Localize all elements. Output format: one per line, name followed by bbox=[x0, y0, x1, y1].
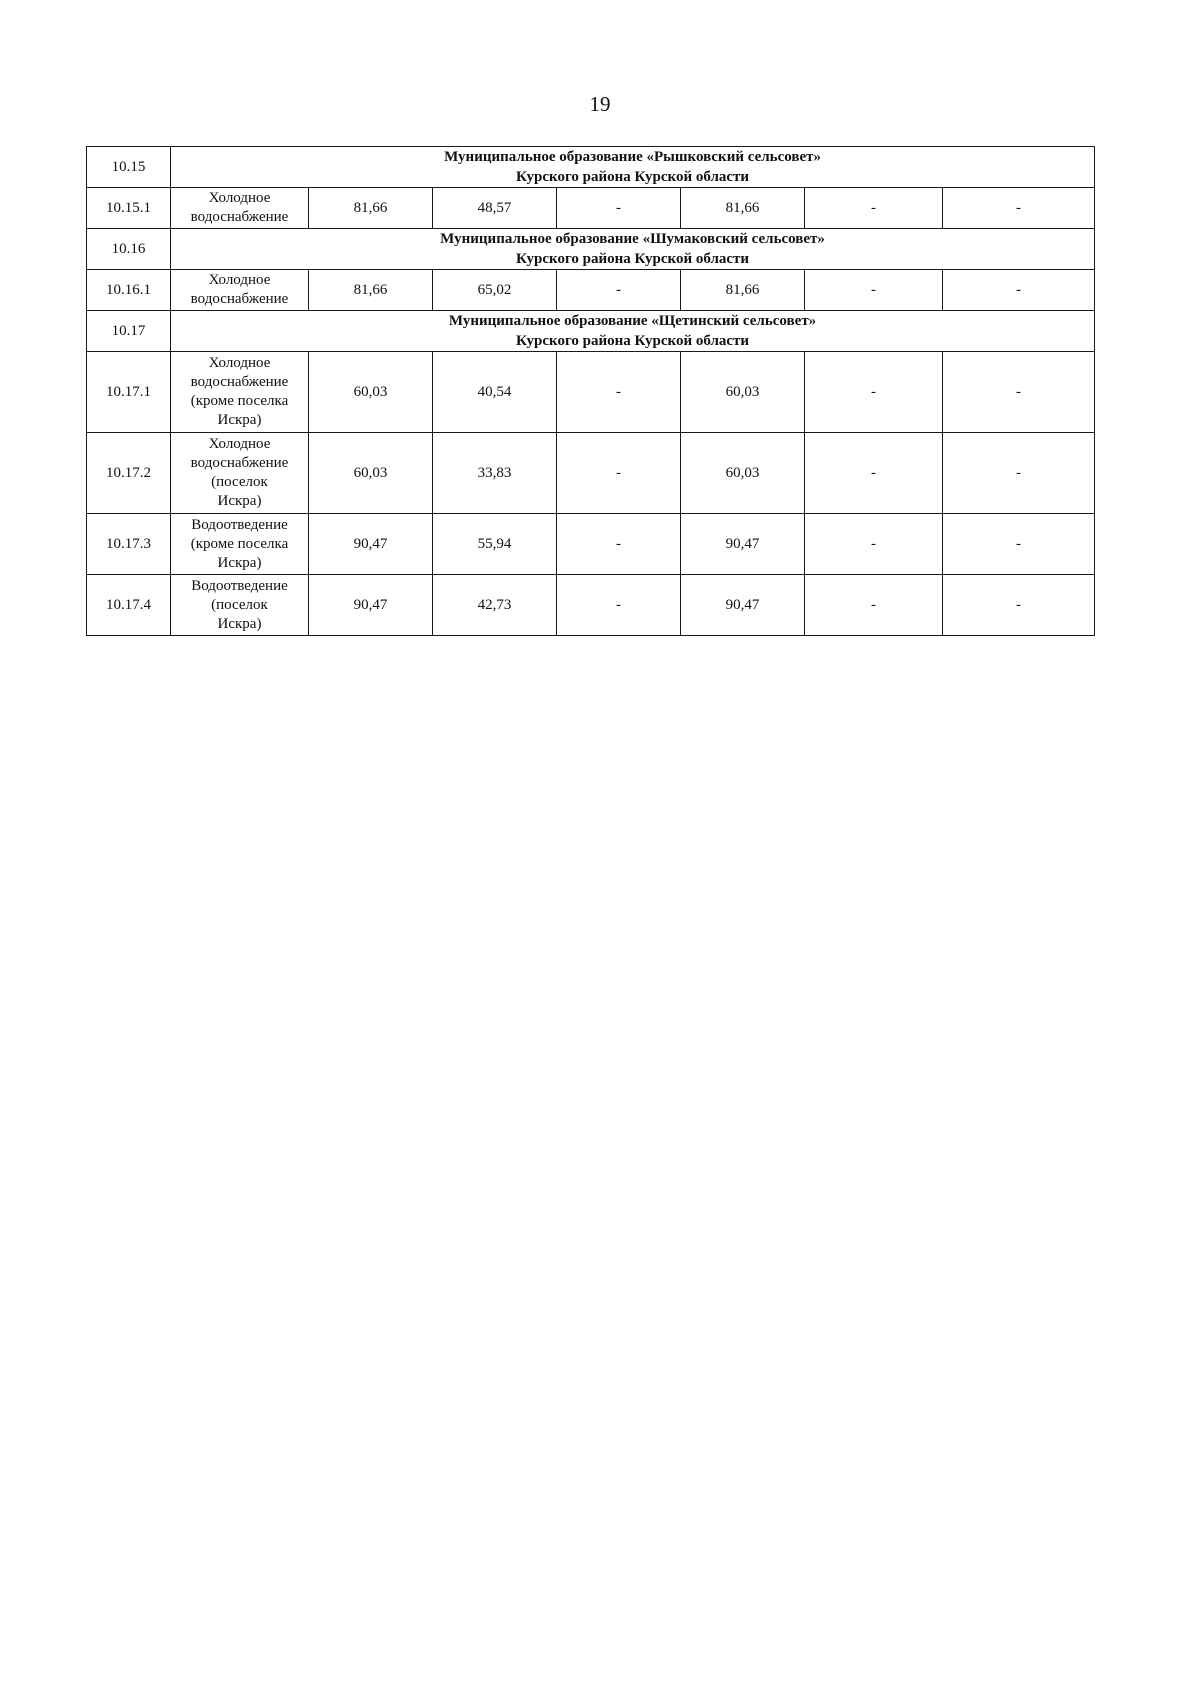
value-cell: - bbox=[943, 514, 1095, 575]
value-cell: 33,83 bbox=[433, 433, 557, 514]
value-cell: - bbox=[943, 188, 1095, 229]
section-header-row bbox=[87, 311, 1095, 352]
value-cell: - bbox=[805, 433, 943, 514]
service-line: водоснабжение bbox=[190, 374, 289, 390]
service-line: Искра) bbox=[217, 615, 262, 632]
service-line: водоснабжение bbox=[190, 455, 289, 471]
value-cell: - bbox=[805, 352, 943, 433]
service-line: Искра) bbox=[217, 493, 262, 509]
value-cell: - bbox=[943, 575, 1095, 636]
value-cell: 81,66 bbox=[309, 188, 433, 229]
value-cell: 42,73 bbox=[433, 575, 557, 636]
service-line: водоснабжение bbox=[190, 209, 289, 225]
municipality-title-line2: Курского района Курской области bbox=[516, 333, 750, 349]
page-number: 19 bbox=[589, 92, 611, 116]
service-name bbox=[171, 575, 309, 636]
table-row bbox=[87, 188, 1095, 229]
service-line: Искра) bbox=[217, 412, 262, 428]
municipality-title bbox=[171, 147, 1095, 188]
service-line: водоснабжение bbox=[190, 291, 289, 307]
row-code: 10.17.2 bbox=[87, 433, 171, 514]
service-name bbox=[171, 514, 309, 575]
value-cell: - bbox=[557, 514, 681, 575]
value-cell: 65,02 bbox=[433, 270, 557, 311]
section-code: 10.17 bbox=[87, 311, 171, 352]
service-name bbox=[171, 188, 309, 229]
service-line: (поселок bbox=[211, 474, 268, 490]
row-code: 10.15.1 bbox=[87, 188, 171, 229]
section-header-row bbox=[87, 229, 1095, 270]
value-cell: - bbox=[557, 270, 681, 311]
service-line: Водоотведение bbox=[191, 577, 288, 594]
service-line: Холодное bbox=[208, 272, 271, 288]
service-line: (поселок bbox=[211, 596, 268, 613]
service-name bbox=[171, 352, 309, 433]
value-cell: - bbox=[805, 270, 943, 311]
value-cell: 55,94 bbox=[433, 514, 557, 575]
service-line: (кроме поселка bbox=[190, 535, 289, 552]
service-name bbox=[171, 270, 309, 311]
municipality-title-line1: Муниципальное образование «Рышковский сельсовет» bbox=[444, 149, 821, 165]
value-cell: 90,47 bbox=[309, 575, 433, 636]
value-cell: - bbox=[805, 188, 943, 229]
municipality-title-line1: Муниципальное образование «Щетинский сельсовет» bbox=[448, 313, 817, 329]
value-cell: 40,54 bbox=[433, 352, 557, 433]
value-cell: - bbox=[557, 575, 681, 636]
service-line: Холодное bbox=[208, 190, 271, 206]
service-line: Холодное bbox=[208, 355, 271, 371]
value-cell: - bbox=[943, 433, 1095, 514]
table-row bbox=[87, 433, 1095, 514]
table-row bbox=[87, 352, 1095, 433]
value-cell: - bbox=[943, 352, 1095, 433]
section-header-row bbox=[87, 147, 1095, 188]
value-cell: 60,03 bbox=[309, 433, 433, 514]
municipality-title-line2: Курского района Курской области bbox=[516, 251, 750, 267]
value-cell: 81,66 bbox=[681, 188, 805, 229]
value-cell: - bbox=[805, 514, 943, 575]
table-row bbox=[87, 575, 1095, 636]
table-row bbox=[87, 270, 1095, 311]
value-cell: - bbox=[557, 188, 681, 229]
municipality-title-line2: Курского района Курской области bbox=[516, 169, 750, 185]
value-cell: 60,03 bbox=[681, 352, 805, 433]
row-code: 10.17.1 bbox=[87, 352, 171, 433]
value-cell: - bbox=[557, 433, 681, 514]
service-line: Искра) bbox=[217, 554, 262, 571]
value-cell: 81,66 bbox=[309, 270, 433, 311]
row-code: 10.16.1 bbox=[87, 270, 171, 311]
value-cell: 60,03 bbox=[309, 352, 433, 433]
municipality-title bbox=[171, 229, 1095, 270]
value-cell: - bbox=[943, 270, 1095, 311]
value-cell: 81,66 bbox=[681, 270, 805, 311]
row-code: 10.17.3 bbox=[87, 514, 171, 575]
service-line: Водоотведение bbox=[191, 516, 288, 533]
value-cell: 90,47 bbox=[681, 514, 805, 575]
row-code: 10.17.4 bbox=[87, 575, 171, 636]
service-line: Холодное bbox=[208, 436, 271, 452]
value-cell: 48,57 bbox=[433, 188, 557, 229]
value-cell: 90,47 bbox=[309, 514, 433, 575]
municipality-title bbox=[171, 311, 1095, 352]
table-row bbox=[87, 514, 1095, 575]
value-cell: 60,03 bbox=[681, 433, 805, 514]
service-name bbox=[171, 433, 309, 514]
value-cell: - bbox=[557, 352, 681, 433]
value-cell: 90,47 bbox=[681, 575, 805, 636]
value-cell: - bbox=[805, 575, 943, 636]
section-code: 10.16 bbox=[87, 229, 171, 270]
municipality-title-line1: Муниципальное образование «Шумаковский сельсовет» bbox=[440, 231, 825, 247]
tariff-table bbox=[86, 146, 1095, 636]
section-code: 10.15 bbox=[87, 147, 171, 188]
service-line: (кроме поселка bbox=[190, 393, 289, 409]
